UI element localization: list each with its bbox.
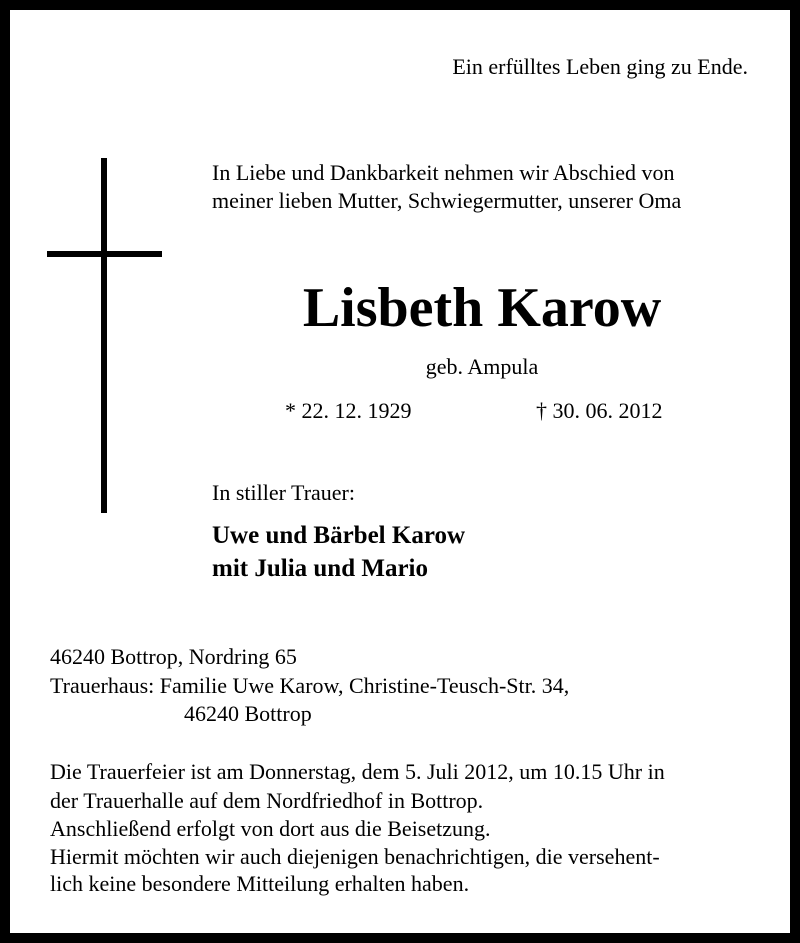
mourners-line-2: mit Julia und Mario (212, 555, 428, 582)
address-line-3: 46240 Bottrop (184, 701, 312, 726)
maiden-name: geb. Ampula (425, 354, 539, 379)
intro-line-2: meiner lieben Mutter, Schwiegermutter, unserer Oma (212, 188, 682, 213)
deceased-name: Lisbeth Karow (302, 277, 662, 339)
motto: Ein erfülltes Leben ging zu Ende. (452, 54, 748, 79)
cross-icon-bar (47, 251, 162, 257)
notice-line-3: Anschließend erfolgt von dort aus die Beisetzung. (50, 816, 491, 841)
notice-line-4: Hiermit möchten wir auch diejenigen benachrichtigen, die versehent- (50, 844, 660, 869)
death-date: † 30. 06. 2012 (536, 398, 663, 423)
intro-line-1: In Liebe und Dankbarkeit nehmen wir Abschied von (212, 160, 675, 185)
birth-date: * 22. 12. 1929 (285, 398, 412, 423)
notice-line-5: lich keine besondere Mitteilung erhalten haben. (50, 871, 470, 896)
mourners-line-1: Uwe und Bärbel Karow (212, 522, 466, 549)
address-line-1: 46240 Bottrop, Nordring 65 (50, 644, 297, 669)
notice-line-1: Die Trauerfeier ist am Donnerstag, dem 5. Juli 2012, um 10.15 Uhr in (50, 759, 665, 784)
mourners-label: In stiller Trauer: (212, 480, 355, 505)
notice-line-2: der Trauerhalle auf dem Nordfriedhof in Bottrop. (50, 788, 484, 813)
address-line-2: Trauerhaus: Familie Uwe Karow, Christine-Teusch-Str. 34, (50, 673, 570, 698)
